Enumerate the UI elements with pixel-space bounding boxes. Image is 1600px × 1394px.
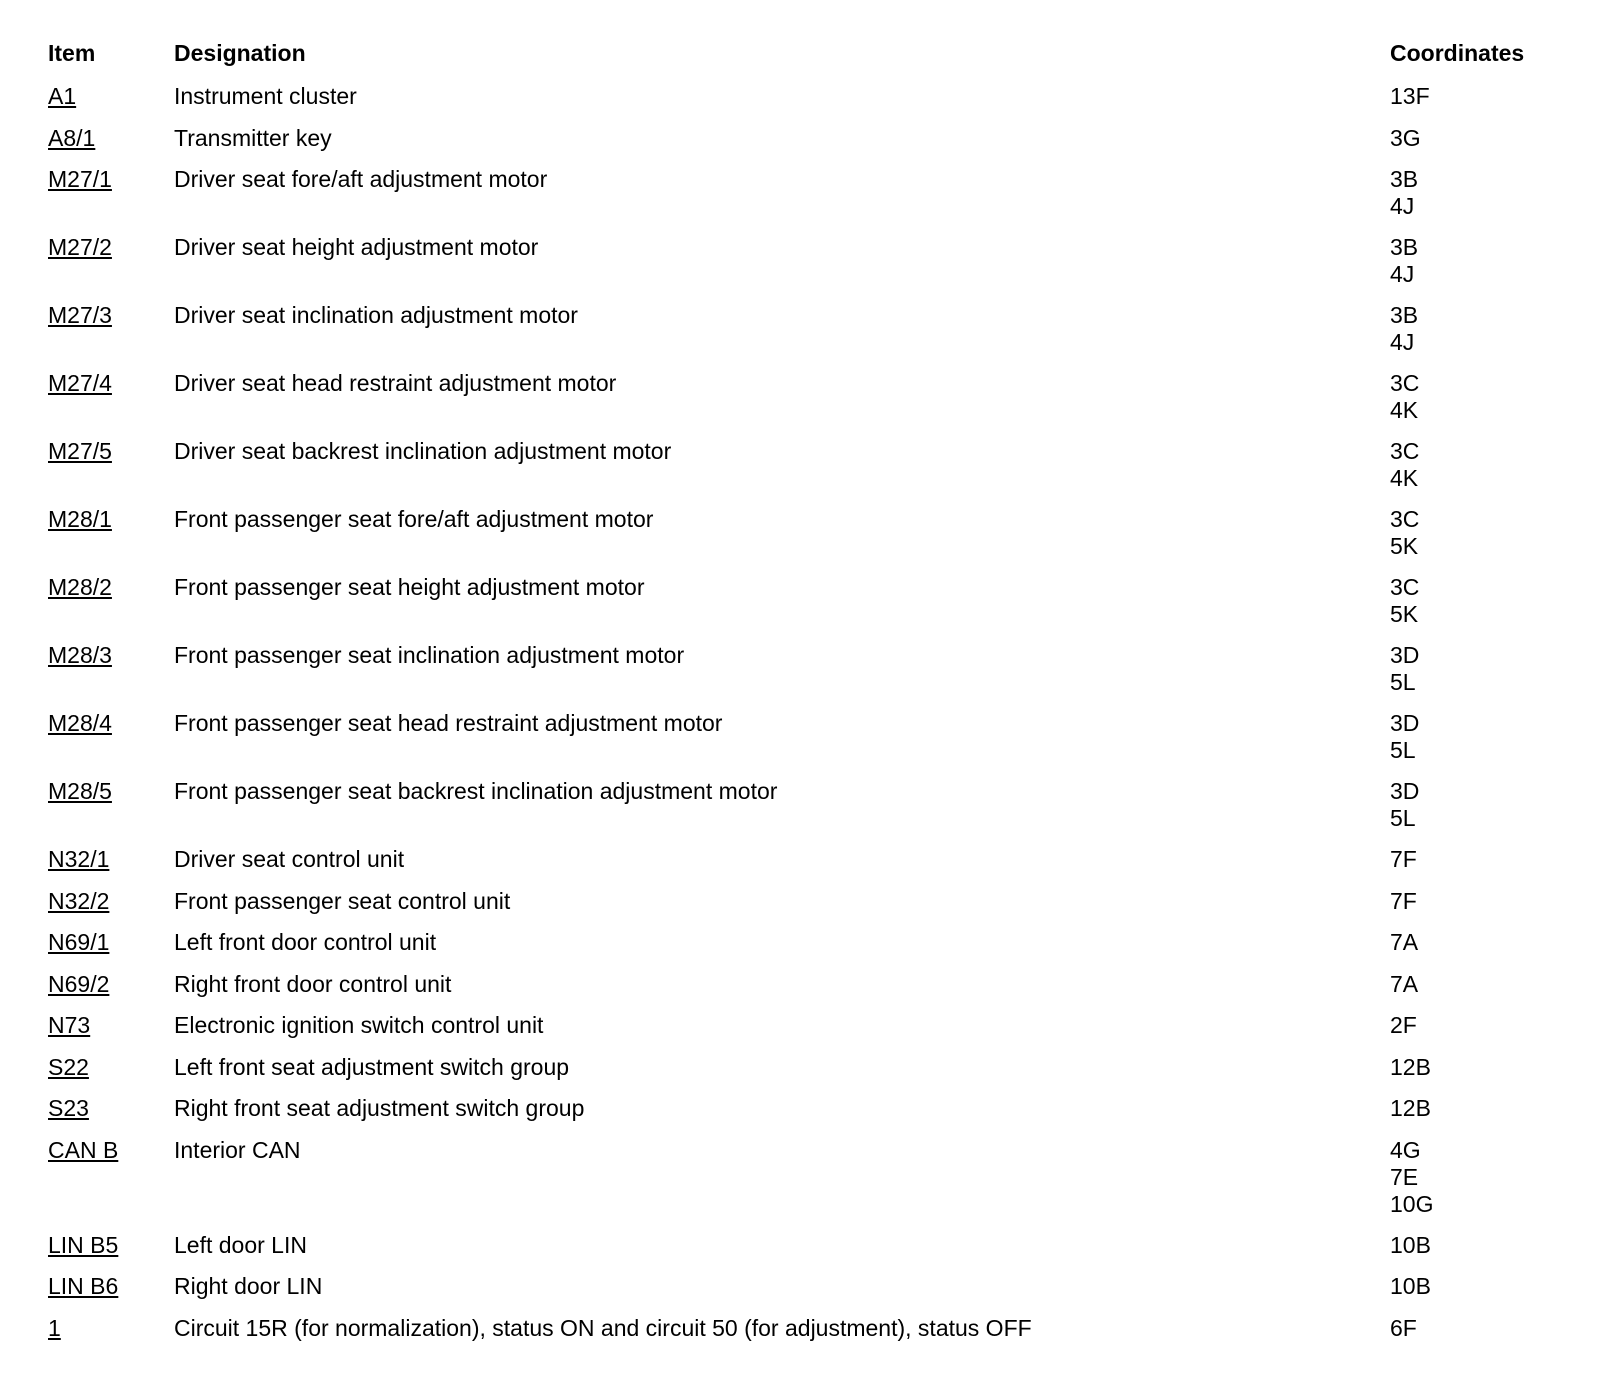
item-cell (48, 370, 174, 397)
coordinate-value: 6F (1390, 1314, 1417, 1341)
designation-cell: Front passenger seat height adjustment motor (174, 574, 645, 600)
legend-row (48, 125, 1548, 167)
legend-row (48, 234, 1548, 302)
coordinate-value: 7A (1390, 929, 1419, 955)
coordinates-cell (1390, 370, 1548, 424)
item-cell (48, 1095, 174, 1122)
coordinate-value: 12B (1390, 1095, 1431, 1121)
designation-cell: Driver seat fore/aft adjustment motor (174, 166, 548, 192)
designation-cell: Left front seat adjustment switch group (174, 1053, 570, 1080)
coordinates-cell (1390, 574, 1548, 628)
legend-row (48, 83, 1548, 125)
coordinate-value: 2F (1390, 1012, 1417, 1038)
item-link[interactable]: M28/1 (48, 506, 112, 532)
coordinates-cell (1390, 888, 1548, 915)
designation-cell: Driver seat inclination adjustment motor (174, 302, 578, 328)
legend-row (48, 166, 1548, 234)
designation-cell: Left front door control unit (174, 929, 437, 955)
legend-row (48, 438, 1548, 506)
designation-cell: Right front seat adjustment switch group (174, 1095, 585, 1121)
designation-cell: Right door LIN (174, 1273, 323, 1299)
designation-cell: Front passenger seat inclination adjustment motor (174, 642, 685, 668)
coordinate-value: 3B (1390, 234, 1419, 260)
item-cell (48, 929, 174, 956)
legend-row (48, 1232, 1548, 1274)
designation-column-header: Designation (174, 40, 306, 66)
coordinate-value: 5K (1390, 601, 1419, 627)
legend-row (48, 506, 1548, 574)
coordinates-cell (1390, 83, 1548, 110)
legend-table (48, 40, 1548, 1356)
legend-row (48, 1054, 1548, 1096)
coordinate-value: 3C (1390, 506, 1420, 532)
coordinates-cell (1390, 1315, 1548, 1342)
coordinate-value: 7F (1390, 887, 1417, 914)
coordinate-value: 10B (1390, 1231, 1431, 1258)
legend-rows (48, 83, 1548, 1356)
item-cell (48, 234, 174, 261)
designation-cell: Front passenger seat backrest inclination adjustment motor (174, 778, 778, 804)
designation-cell: Right front door control unit (174, 970, 452, 997)
coordinate-value: 10G (1390, 1190, 1434, 1217)
coordinates-cell (1390, 1137, 1548, 1218)
legend-row (48, 710, 1548, 778)
item-link[interactable]: N69/1 (48, 929, 110, 955)
coordinate-value: 5L (1390, 669, 1416, 695)
coordinates-cell (1390, 1273, 1548, 1300)
item-cell (48, 438, 174, 465)
coordinate-value: 4G (1390, 1136, 1421, 1163)
item-link[interactable]: N32/2 (48, 887, 110, 914)
item-link[interactable]: A8/1 (48, 124, 96, 151)
item-cell (48, 710, 174, 737)
item-link[interactable]: A1 (48, 83, 77, 109)
coordinate-value: 4K (1390, 465, 1419, 491)
legend-row (48, 1315, 1548, 1357)
coordinate-value: 3C (1390, 574, 1420, 600)
coordinate-value: 12B (1390, 1053, 1431, 1080)
coordinate-value: 7A (1390, 970, 1419, 997)
coordinates-cell (1390, 642, 1548, 696)
item-link[interactable]: LIN B5 (48, 1231, 119, 1258)
item-cell (48, 1054, 174, 1081)
item-cell (48, 642, 174, 669)
coordinate-value: 5L (1390, 805, 1416, 831)
coordinates-cell (1390, 506, 1548, 560)
designation-cell: Driver seat height adjustment motor (174, 234, 539, 260)
legend-row (48, 574, 1548, 642)
item-link[interactable]: M28/2 (48, 574, 112, 600)
coordinate-value: 3D (1390, 778, 1420, 804)
item-link[interactable]: N69/2 (48, 970, 110, 997)
item-cell (48, 166, 174, 193)
item-cell (48, 846, 174, 873)
item-cell (48, 1137, 174, 1164)
coordinate-value: 3D (1390, 710, 1420, 736)
designation-cell: Circuit 15R (for normalization), status ON and circuit 50 (for adjustment), status OFF (174, 1314, 1032, 1341)
coordinates-cell (1390, 166, 1548, 220)
coordinate-value: 7F (1390, 846, 1417, 872)
designation-cell: Transmitter key (174, 124, 332, 151)
item-cell (48, 1012, 174, 1039)
item-cell (48, 83, 174, 110)
designation-cell: Driver seat backrest inclination adjustment motor (174, 438, 672, 464)
coordinate-value: 5K (1390, 533, 1419, 559)
coordinate-value: 10B (1390, 1273, 1431, 1299)
coordinates-cell (1390, 234, 1548, 288)
item-link[interactable]: S23 (48, 1095, 89, 1121)
legend-row (48, 971, 1548, 1013)
designation-cell: Front passenger seat fore/aft adjustment motor (174, 506, 654, 532)
designation-cell: Driver seat control unit (174, 846, 405, 872)
item-cell (48, 888, 174, 915)
item-link[interactable]: LIN B6 (48, 1273, 119, 1299)
coordinate-value: 3C (1390, 438, 1420, 464)
coordinate-value: 4J (1390, 193, 1415, 219)
designation-cell: Front passenger seat control unit (174, 887, 511, 914)
coordinate-value: 7E (1390, 1163, 1419, 1190)
item-cell (48, 302, 174, 329)
legend-row (48, 929, 1548, 971)
coordinates-cell (1390, 1012, 1548, 1039)
legend-row (48, 888, 1548, 930)
item-link[interactable]: M27/4 (48, 370, 112, 396)
item-column-header: Item (48, 40, 96, 66)
coordinate-value: 4J (1390, 329, 1415, 355)
legend-row (48, 778, 1548, 846)
item-cell (48, 1273, 174, 1300)
coordinate-value: 3B (1390, 166, 1419, 192)
designation-cell: Left door LIN (174, 1231, 307, 1258)
designation-cell: Instrument cluster (174, 83, 357, 109)
coordinates-cell (1390, 1095, 1548, 1122)
designation-cell: Interior CAN (174, 1136, 301, 1163)
designation-cell: Front passenger seat head restraint adjustment motor (174, 710, 723, 736)
item-cell (48, 1315, 174, 1342)
coordinate-value: 4K (1390, 397, 1419, 423)
item-link[interactable]: M27/1 (48, 166, 112, 192)
item-cell (48, 574, 174, 601)
coordinates-cell (1390, 438, 1548, 492)
designation-cell: Driver seat head restraint adjustment motor (174, 370, 617, 396)
item-link[interactable]: M28/4 (48, 710, 112, 736)
coordinates-cell (1390, 710, 1548, 764)
designation-cell: Electronic ignition switch control unit (174, 1012, 544, 1038)
coordinate-value: 3B (1390, 302, 1419, 328)
legend-header-row (48, 40, 1548, 83)
legend-row (48, 1012, 1548, 1054)
coordinate-value: 5L (1390, 737, 1416, 763)
coordinates-cell (1390, 1054, 1548, 1081)
item-link[interactable]: M27/3 (48, 302, 112, 328)
item-cell (48, 778, 174, 805)
legend-row (48, 642, 1548, 710)
item-link[interactable]: M27/5 (48, 438, 112, 464)
coordinates-cell (1390, 125, 1548, 152)
legend-row (48, 1273, 1548, 1315)
item-link[interactable]: 1 (48, 1314, 61, 1341)
coordinates-cell (1390, 1232, 1548, 1259)
item-link[interactable]: M27/2 (48, 234, 112, 260)
coordinate-value: 4J (1390, 261, 1415, 287)
coordinates-column-header: Coordinates (1390, 40, 1525, 66)
legend-row (48, 302, 1548, 370)
legend-row (48, 846, 1548, 888)
item-link[interactable]: M28/3 (48, 642, 112, 668)
legend-row (48, 1095, 1548, 1137)
coordinates-cell (1390, 302, 1548, 356)
item-link[interactable]: N73 (48, 1012, 91, 1038)
item-cell (48, 1232, 174, 1259)
coordinate-value: 3C (1390, 370, 1420, 396)
coordinates-cell (1390, 929, 1548, 956)
item-cell (48, 971, 174, 998)
coordinate-value: 3D (1390, 642, 1420, 668)
legend-row (48, 1137, 1548, 1232)
coordinates-cell (1390, 846, 1548, 873)
coordinate-value: 13F (1390, 83, 1430, 109)
item-link[interactable]: N32/1 (48, 846, 110, 872)
item-link[interactable]: M28/5 (48, 778, 112, 804)
item-link[interactable]: S22 (48, 1053, 89, 1080)
coordinates-cell (1390, 778, 1548, 832)
coordinate-value: 3G (1390, 124, 1421, 151)
item-link[interactable]: CAN B (48, 1136, 119, 1163)
item-cell (48, 125, 174, 152)
coordinates-cell (1390, 971, 1548, 998)
item-cell (48, 506, 174, 533)
legend-row (48, 370, 1548, 438)
